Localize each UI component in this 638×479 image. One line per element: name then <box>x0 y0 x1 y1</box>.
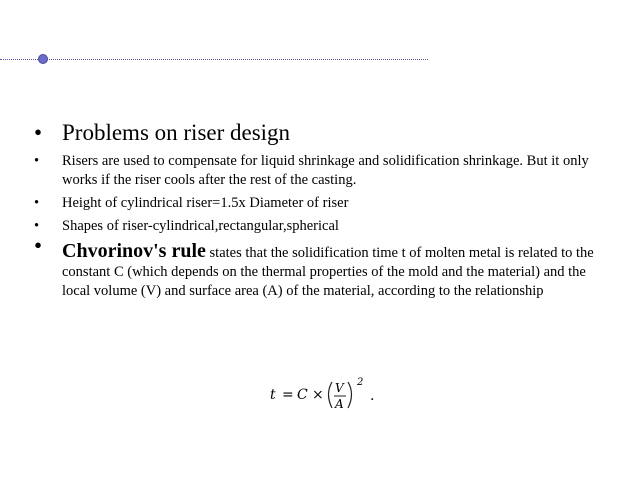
bullet-item <box>34 152 614 190</box>
bullet-item <box>34 194 614 213</box>
formula-v: V <box>335 381 344 395</box>
formula-period: . <box>370 388 375 404</box>
bullet-item <box>34 217 614 236</box>
bullet-text: states that the solidification time t of molten metal is related to the constant C (which depends on the thermal properties of the mold and the material) and the local volume (V) and surface area (A) of the material, according to the relationship <box>62 245 594 299</box>
bullet-icon: • <box>34 120 43 145</box>
formula-c: C <box>297 387 308 403</box>
header-divider-dot <box>38 54 48 64</box>
formula-t: t <box>270 387 276 403</box>
header-divider <box>0 59 428 60</box>
bullet-icon: • <box>34 195 40 211</box>
formula-left-paren <box>329 382 333 408</box>
bullet-item <box>34 233 614 301</box>
chvorinov-formula <box>270 374 390 414</box>
bullet-icon: • <box>34 233 43 258</box>
formula-equals: = <box>282 387 294 403</box>
bullet-text: Height of cylindrical riser=1.5x Diameter of riser <box>62 195 349 211</box>
bullet-text: Problems on riser design <box>62 120 291 145</box>
bullet-icon: • <box>34 153 40 169</box>
bullet-text: Shapes of riser-cylindrical,rectangular,spherical <box>62 218 339 234</box>
formula-times: × <box>312 387 324 403</box>
bullet-item <box>34 118 614 148</box>
formula-a: A <box>335 397 344 411</box>
slide-body <box>34 118 614 301</box>
rule-name: Chvorinov's rule <box>62 240 206 262</box>
bullet-icon: • <box>34 218 40 234</box>
formula-exponent: 2 <box>357 377 364 388</box>
bullet-text: Risers are used to compensate for liquid shrinkage and solidification shrinkage. But it only works if the riser cools after the rest of the casting. <box>62 153 589 188</box>
formula-right-paren <box>348 382 352 408</box>
